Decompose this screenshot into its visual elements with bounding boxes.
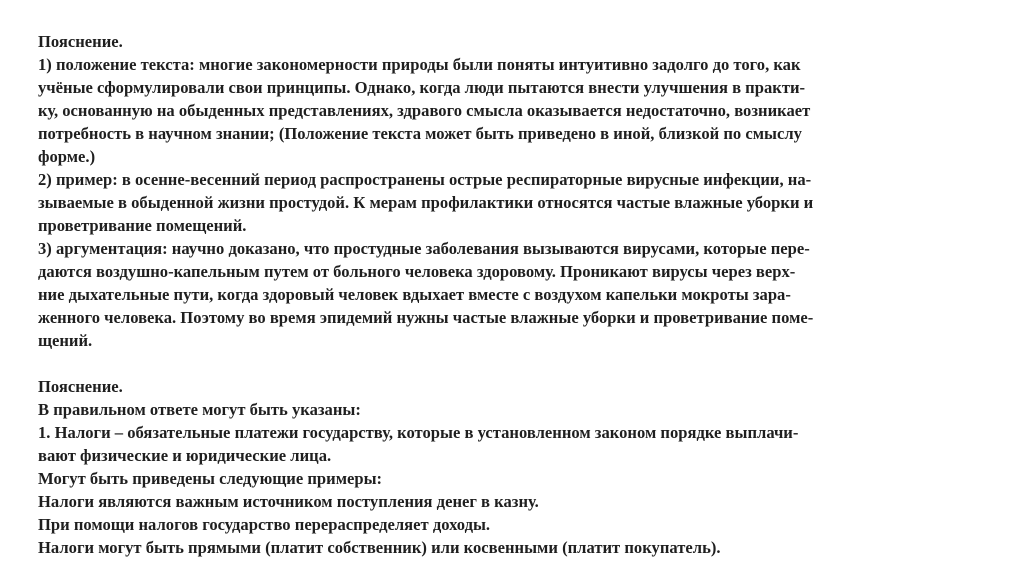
document-page xyxy=(38,30,988,559)
text-line: зываемые в обыденной жизни простудой. К мерам профилактики относятся частые влажные уборки и xyxy=(38,193,814,212)
explanation-block-1 xyxy=(38,30,988,352)
text-line: форме.) xyxy=(38,147,96,166)
text-line: 1) положение текста: многие закономерности природы были поняты интуитивно задолго до того, как xyxy=(38,55,801,74)
text-line: вают физические и юридические лица. xyxy=(38,446,332,465)
text-line: Могут быть приведены следующие примеры: xyxy=(38,469,383,488)
text-line: В правильном ответе могут быть указаны: xyxy=(38,400,361,419)
text-line: Налоги могут быть прямыми (платит собственник) или косвенными (платит покупатель). xyxy=(38,538,721,557)
paragraph-gap xyxy=(38,352,988,375)
text-line: женного человека. Поэтому во время эпидемий нужны частые влажные уборки и проветривание поме- xyxy=(38,308,814,327)
section-heading: Пояснение. xyxy=(38,377,123,396)
explanation-block-2 xyxy=(38,375,988,559)
text-line: 1. Налоги – обязательные платежи государству, которые в установленном законом порядке выплачи- xyxy=(38,423,799,442)
text-line: Налоги являются важным источником поступления денег в казну. xyxy=(38,492,539,511)
text-line: 2) пример: в осенне-весенний период распространены острые респираторные вирусные инфекции, на- xyxy=(38,170,812,189)
text-line: проветривание помещений. xyxy=(38,216,247,235)
text-line: 3) аргументация: научно доказано, что простудные заболевания вызываются вирусами, которые пере- xyxy=(38,239,810,258)
text-line: даются воздушно-капельным путем от больного человека здоровому. Проникают вирусы через верх- xyxy=(38,262,796,281)
text-line: ку, основанную на обыденных представлениях, здравого смысла оказывается недостаточно, возникает xyxy=(38,101,811,120)
section-heading: Пояснение. xyxy=(38,32,123,51)
text-line: При помощи налогов государство перераспределяет доходы. xyxy=(38,515,491,534)
text-line: потребность в научном знании; (Положение текста может быть приведено в иной, близкой по смыслу xyxy=(38,124,802,143)
text-line: ние дыхательные пути, когда здоровый человек вдыхает вместе с воздухом капельки мокроты зара- xyxy=(38,285,791,304)
text-line: учёные сформулировали свои принципы. Однако, когда люди пытаются внести улучшения в практи- xyxy=(38,78,806,97)
text-line: щений. xyxy=(38,331,93,350)
